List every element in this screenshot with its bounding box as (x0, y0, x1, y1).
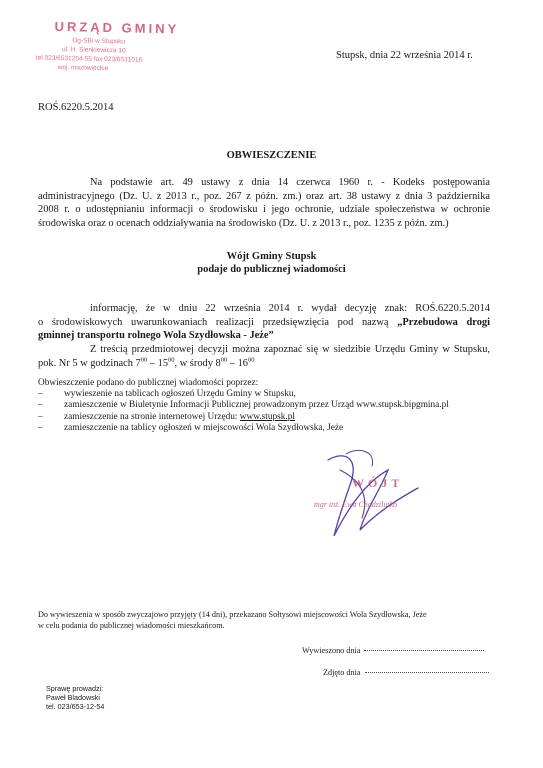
office-hours (38, 357, 490, 371)
list-item (38, 400, 449, 411)
signature-stamp-name: mgr inż. Ewa Chodzilutko (314, 500, 398, 509)
stamp-line: ul. H. Sienkiewicza 10 (61, 46, 126, 55)
hours-text: – 15 (147, 357, 169, 369)
stamp-line: Og-SBi w Stupsku (72, 37, 126, 46)
posting-note-line: w celu podania do publicznej wiadomości mieszkańcom. (38, 620, 225, 630)
list-item-text: zamieszczenie na stronie internetowej Urzędu: (64, 411, 238, 422)
document-title: OBWIESZCZENIE (226, 150, 317, 161)
hours-sup: 00 (247, 356, 255, 364)
removed-date-field (323, 668, 489, 677)
place-date: Stupsk, dnia 22 września 2014 r. (336, 50, 473, 61)
posting-note (38, 610, 427, 631)
list-bullet: – (38, 422, 43, 433)
stamp-line: tel 023/6531254-55 fax 023/6531016 (35, 54, 143, 64)
list-item (38, 412, 449, 423)
signature-stamp-title: WÓJT (352, 476, 404, 490)
list-item (38, 389, 449, 400)
posting-note-line: Do wywieszenia w sposób zwyczajowo przyjęty (14 dni), przekazano Sołtysowi miejscowości Wola Szydłowska, Jeże (38, 610, 427, 619)
project-name-continued: gminnej transportu rolnego Wola Szydłowska - Jeże” (38, 330, 274, 342)
list-item-text: zamieszczenie w Biuletynie Informacji Publicznej prowadzonym przez Urząd www.stupsk.bipgmina.pl (64, 400, 449, 411)
hours-sup: 00 (140, 356, 148, 364)
paragraph-line (38, 316, 490, 330)
decision-paragraph (38, 302, 490, 371)
hours-text: – 16 (227, 357, 248, 369)
paragraph-text: o środowiskowych uwarunkowaniach realizacji przedsięwzięcia pod nazwą (38, 316, 389, 328)
office-stamp (25, 18, 186, 87)
legal-basis-paragraph (38, 176, 490, 231)
posted-date-field (302, 646, 484, 655)
signature-block (300, 440, 450, 550)
hours-text: pok. Nr 5 w godzinach 7 (38, 357, 141, 369)
list-bullet: – (38, 400, 43, 411)
subheading (0, 250, 543, 276)
reference-number: ROŚ.6220.5.2014 (38, 102, 114, 113)
paragraph-line: administracyjnego (Dz. U. z 2013 r., poz. 267 z późn. zm.) oraz art. 38 ustawy z dnia 3 października (38, 190, 490, 202)
case-officer-name: Paweł Bladowski (46, 693, 100, 703)
hours-sup: 00 (168, 356, 175, 364)
case-officer-phone: tel. 023/653-12-54 (46, 702, 105, 712)
case-officer-label: Sprawę prowadzi: (46, 684, 104, 693)
removed-label: Zdjęto dnia (323, 668, 361, 677)
hours-sup: 00 (220, 356, 228, 364)
posted-label: Wywieszono dnia (302, 646, 361, 655)
list-bullet: – (38, 389, 43, 400)
paragraph-line: Z treścią przedmiotowej decyzji można zapoznać się w siedzibie Urzędu Gminy w Stupsku, (90, 344, 490, 356)
paragraph-line: środowiska oraz o ocenach oddziaływania na środowisko (Dz. U. z 2013 r., poz. 1235 z późn. zm.) (38, 218, 449, 230)
publication-list (38, 378, 449, 434)
removed-date-blank (365, 672, 489, 673)
paragraph-line: Na podstawie art. 49 ustawy z dnia 14 czerwca 1960 r. - Kodeks postępowania (90, 177, 490, 188)
hours-text: , w środy 8 (174, 357, 221, 369)
list-item-text: zamieszczenie na tablicy ogłoszeń w miejscowości Wola Szydłowska, Jeże (64, 422, 344, 433)
website-link[interactable]: www.stupsk.pl (239, 411, 295, 422)
stamp-line: woj. mazowieckie (57, 63, 109, 73)
subheading-line: podaje do publicznej wiadomości (197, 264, 346, 275)
list-intro: Obwieszczenie podano do publicznej wiadomości poprzez: (38, 378, 259, 388)
list-item-text: wywieszenie na tablicach ogłoszeń Urzędu Gminy w Stupsku, (64, 389, 296, 400)
stamp-title: URZĄD GMINY (54, 18, 180, 37)
list-item (38, 423, 449, 434)
list-bullet: – (38, 411, 43, 422)
project-name: „Przebudowa drogi (397, 316, 490, 328)
case-officer (46, 684, 104, 712)
handwritten-signature (300, 440, 450, 550)
posted-date-blank (364, 650, 484, 651)
paragraph-line: 2008 r. o udostępnianiu informacji o środowisku i jego ochronie, udziale społeczeństwa w ochronie (38, 204, 490, 216)
subheading-line: Wójt Gminy Stupsk (226, 251, 317, 262)
paragraph-line: informację, że w dniu 22 września 2014 r. wydał decyzję znak: ROŚ.6220.5.2014 (90, 303, 490, 314)
